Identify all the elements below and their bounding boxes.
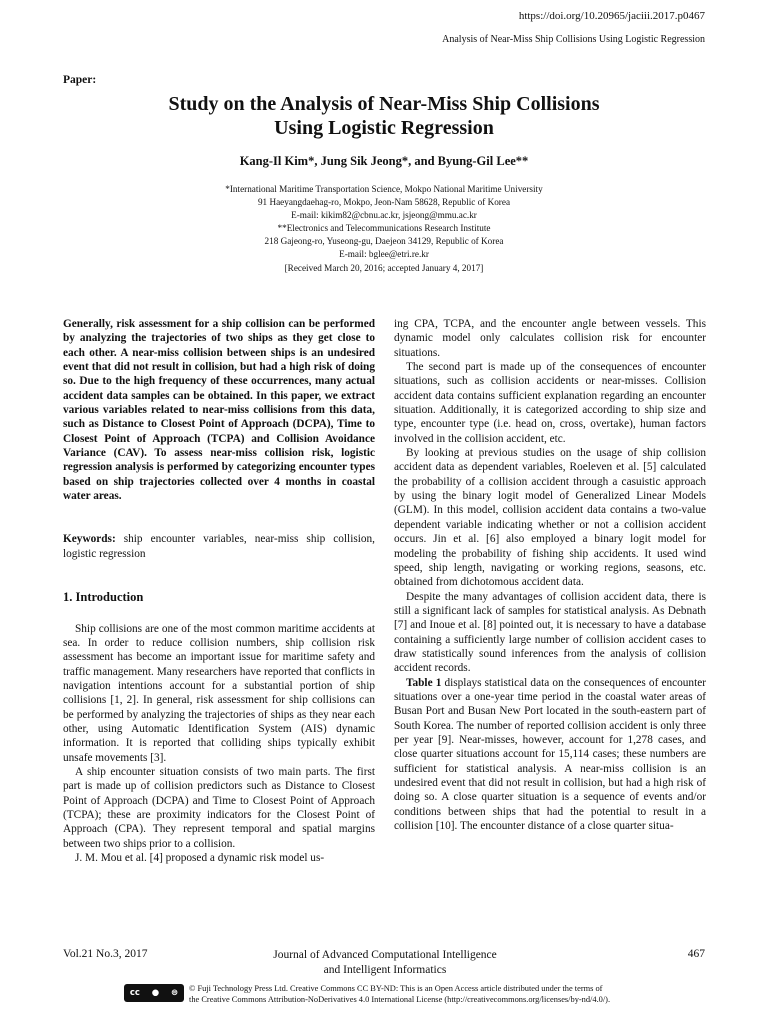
license-line-2[interactable]: the Creative Commons Attribution-NoDerivatives 4.0 International License (http://creativecommons.org/licenses/by-nd/4.0/).	[189, 995, 611, 1004]
footer-journal	[220, 948, 550, 978]
title-line-2: Using Logistic Regression	[274, 117, 494, 139]
doi-link[interactable]: https://doi.org/10.20965/jaciii.2017.p0467	[518, 10, 705, 22]
table-reference[interactable]: Table 1	[406, 676, 442, 689]
journal-line-1: Journal of Advanced Computational Intelligence	[273, 949, 497, 961]
body-paragraph: By looking at previous studies on the usage of ship collision accident data as dependent variables, Roeleven et al. [5] calculated the probability of a collision accident through a casuistic approach by using the binary logit model of Generalized Linear Models (GLM). In this model, collision accident data contains a two-value dependent variable indicating whether or not a collision accident occurs. Jin et al. [6] also employed a binary logit model for modeling the probability of fishing ship accidents. It used wind speed, ship length, navigating or working regions, seasons, etc. obtained from dichotomous accident data.	[394, 447, 706, 589]
page-number: 467	[687, 948, 705, 960]
affiliation-line: *International Maritime Transportation Science, Mokpo National Maritime University	[225, 184, 543, 194]
affiliations	[63, 183, 705, 275]
right-column	[394, 317, 706, 833]
paper-title	[63, 92, 705, 140]
authors: Kang-Il Kim*, Jung Sik Jeong*, and Byung-Gil Lee**	[239, 154, 529, 168]
body-paragraph	[394, 676, 706, 834]
body-paragraph: ing CPA, TCPA, and the encounter angle between vessels. This dynamic model only calculates collision risk for encounter situations.	[394, 318, 706, 359]
affiliation-line: 218 Gajeong-ro, Yuseong-gu, Daejeon 34129, Republic of Korea	[264, 236, 504, 247]
affiliation-email[interactable]: E-mail: kikim82@cbnu.ac.kr, jsjeong@mmu.ac.kr	[291, 210, 477, 221]
title-line-1: Study on the Analysis of Near-Miss Ship Collisions	[168, 93, 600, 115]
affiliation-line: 91 Haeyangdaehag-ro, Mokpo, Jeon-Nam 58628, Republic of Korea	[257, 197, 511, 208]
affiliation-line: **Electronics and Telecommunications Research Institute	[277, 223, 491, 234]
received-dates: [Received March 20, 2016; accepted January 4, 2017]	[284, 262, 484, 273]
cc-icon: cc	[129, 988, 140, 998]
running-title: Analysis of Near-Miss Ship Collisions Using Logistic Regression	[442, 34, 705, 45]
license-text	[189, 983, 610, 1005]
paper-label: Paper:	[63, 74, 97, 86]
journal-line-2: and Intelligent Informatics	[323, 964, 447, 976]
body-paragraph: A ship encounter situation consists of two main parts. The first part is made up of collision predictors such as Distance to Closest Point of Approach (DCPA) and Time to Closest Point of Approach (TCPA); these are proximity indicators for the Closest Point of Approach (CPA). They represent temporal and spatial margins between two ships prior to a collision.	[63, 765, 375, 850]
body-paragraph: Ship collisions are one of the most common maritime accidents at sea. In order to reduce collision numbers, ship collision risk assessment has become an important issue for maritime safety and traffic management. Many researchers have reported that conflicts in navigation intentions account for a substantial portion of ship collisions [1, 2]. In general, risk assessment for ship collisions can be performed by analyzing the trajectories of ships as they near each other, using Automatic Identification System (AIS) dynamic information. It is reported that colliding ships typically exhibit unsafe movements [3].	[63, 622, 375, 764]
cc-license-icon[interactable]	[124, 984, 184, 1002]
left-column	[63, 317, 375, 865]
nd-icon: ⊜	[170, 988, 179, 998]
body-paragraph: Despite the many advantages of collision accident data, there is still a significant lack of samples for statistical analysis. As Debnath [7] and Inoue et al. [8] pointed out, it is necessary to have a database containing a sufficiently large number of collision accident cases to draw statistically sound inferences from the analysis of collision accident records.	[394, 590, 706, 675]
keywords	[63, 532, 375, 561]
license-line-1: © Fuji Technology Press Ltd. Creative Commons CC BY-ND: This is an Open Access article distributed under the terms of	[189, 984, 603, 993]
paragraph-text: displays statistical data on the consequences of encounter situations over a one-year time period in the coastal water areas of Busan Port and Busan New Port located in the south-eastern part of South Korea. The number of reported collision accident is only three per year [9]. Near-misses, however, account for 1,278 cases, and close quarter situations account for 15,114 cases; these numbers are sufficient for statistical analysis. A near-miss collision is an undesired event that did not result in collision, but had a high risk of doing so. A close quarter situation is a sequence of events and/or conditions between ships that had the potential to result in a collision [10]. The encounter distance of a close quarter situa-	[394, 676, 706, 833]
keywords-label: Keywords:	[63, 533, 116, 546]
body-paragraph: J. M. Mou et al. [4] proposed a dynamic risk model us-	[75, 852, 325, 864]
abstract: Generally, risk assessment for a ship collision can be performed by analyzing the trajectories of two ships as they get close to each other. A near-miss collision between ships is an undesired event that did not result in collision, but had a high risk of doing so. Due to the high frequency of these occurrences, many actual accident data samples can be obtained. In this paper, we extract various variables related to near-miss collisions from this data, such as Distance to Closest Point of Approach (DCPA), Time to Closest Point of Approach (TCPA) and Collision Avoidance Variance (CAV). To assess near-miss collision risk, logistic regression analysis is performed by categorizing encounter types based on ship trajectories collected over 4 months in coastal water areas.	[63, 318, 375, 503]
body-paragraph: The second part is made up of the consequences of encounter situations, such as collision accidents or near-misses. Collision accident data contains sufficient explanation regarding an encounter situation. Additionally, it is categorized according to ship size and type, encounter type (i.e. head on, cross, overtake), human factors involved in the collision accident, etc.	[394, 361, 706, 445]
section-heading: 1. Introduction	[63, 590, 144, 605]
affiliation-email[interactable]: E-mail: bglee@etri.re.kr	[339, 249, 429, 260]
keywords-text: ship encounter variables, near-miss ship collision, logistic regression	[63, 533, 375, 560]
footer-volume: Vol.21 No.3, 2017	[63, 948, 148, 960]
by-icon: ●	[151, 988, 160, 998]
